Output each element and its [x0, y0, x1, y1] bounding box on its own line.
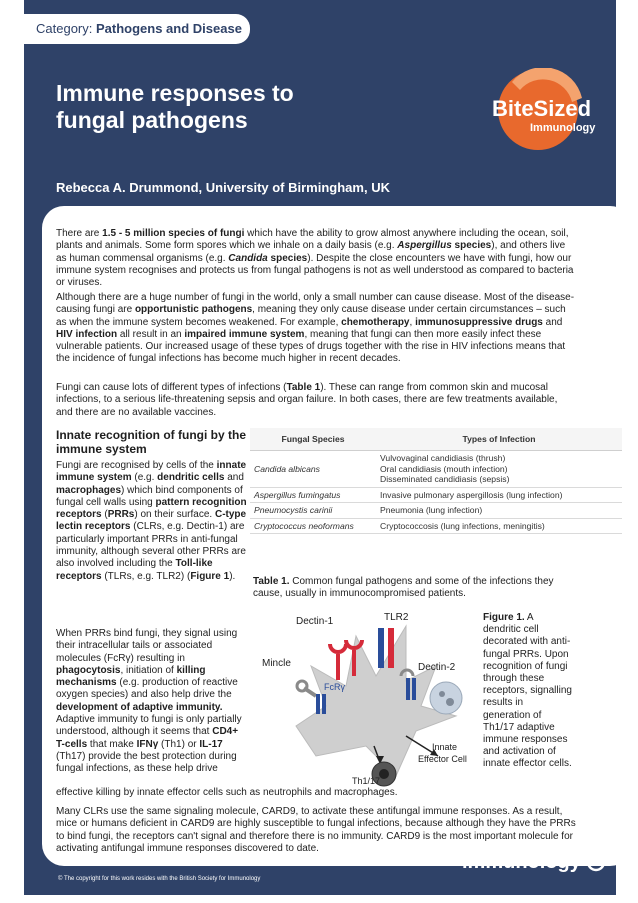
- label-dectin1: Dectin-1: [296, 616, 334, 627]
- section-heading: Innate recognition of fungi by the immune system: [56, 428, 246, 456]
- infection-type: Pneumonia (lung infection): [380, 505, 483, 515]
- paragraph-infections: Fungi can cause lots of different types of infections (Table 1). These can range from common skin and mucosal infections, to a serious life-threatening sepsis and organ failure. In both cases, there are few treatments available, and there are no available vaccines.: [56, 382, 558, 418]
- paragraph-signalling-tail: effective killing by innate effector cells such as neutrophils and macrophages.: [56, 787, 398, 798]
- infection-type: Disseminated candidiasis (sepsis): [380, 474, 510, 484]
- column-header-infection: Types of Infection: [376, 428, 622, 451]
- label-tlr2: TLR2: [384, 612, 409, 623]
- copyright-notice: © The copyright for this work resides with the British Society for Immunology: [58, 876, 261, 882]
- label-fcrg: FcRγ: [324, 682, 345, 692]
- logo-subtitle: Immunology: [530, 122, 596, 134]
- infection-type: Vulvovaginal candidiasis (thrush): [380, 453, 506, 463]
- label-dectin2: Dectin-2: [418, 662, 456, 673]
- fungal-species-table: [250, 428, 622, 534]
- label-mincle: Mincle: [262, 658, 291, 669]
- infection-type: Cryptococcosis (lung infections, meningitis): [380, 520, 545, 531]
- innate-effector-cell: [430, 682, 462, 714]
- species-cell: Aspergillus fumingatus: [250, 487, 376, 503]
- infection-cell: [376, 518, 622, 534]
- table-header-row: [250, 428, 622, 451]
- bitesized-logo: [472, 68, 612, 152]
- infection-cell: [376, 451, 622, 488]
- paragraph-opportunistic: Although there are a huge number of fungi in the world, only a small number can cause disease. Most of the disease-causing fungi are opportunistic pathogens, meaning they only cause disease under certain circumstances – such as when the immune system becomes weakened. For example, chemotherapy, immunosuppressive drugs and HIV infection all result in an impaired immune system, meaning that fungi can then more easily infect these vulnerable patients. Our increased usage of these types of drugs together with the rise in HIV infections means that the incidence of fungal infections has become much higher in recent decades.: [56, 292, 575, 365]
- infection-type: Invasive pulmonary aspergillosis (lung infection): [380, 489, 563, 500]
- table-row: [250, 451, 622, 488]
- figure-caption: Figure 1. A dendritic cell decorated with anti-fungal PRRs. Upon recognition of fungi through these receptors, signalling results in generation of Th1/17 adaptive immune responses and activation of innate effector cells.: [483, 612, 572, 770]
- paragraph-card9: Many CLRs use the same signaling molecule, CARD9, to activate these antifungal immune responses. As a result, mice or humans deficient in CARD9 are highly susceptible to fungal infections, because although they have the PRRs to bind fungi, the receptors can't signal and therefore there is no immunity. CARD9 is the most important molecule for activating antifungal immune responses discovered to date.: [56, 806, 576, 854]
- label-innate: Innate: [432, 742, 458, 752]
- infection-type: Oral candidiasis (mouth infection): [380, 463, 508, 474]
- infection-cell: [376, 487, 622, 503]
- species-cell: Candida albicans: [250, 451, 376, 488]
- label-th: Th1/17: [352, 776, 381, 786]
- species-cell: Pneumocystis carinii: [250, 503, 376, 519]
- author-line: Rebecca A. Drummond, University of Birmingham, UK: [56, 180, 390, 195]
- dendritic-cell-figure: [256, 606, 484, 788]
- column-header-species: Fungal Species: [250, 428, 376, 451]
- paragraph-signalling: When PRRs bind fungi, they signal using their intracellular tails or associated molecules (FcRγ) resulting in phagocytosis, initiation of killing mechanisms (e.g. production of reactive oxygen species) and also help drive the development of adaptive immunity. Adaptive immunity to fungi is only partially understood, although it seems that CD4+ T-cells that make IFNγ (Th1) or IL-17 (Th17) provide the best protection during fungal infections, as these help drive: [56, 628, 242, 775]
- table-row: [250, 503, 622, 519]
- logo-wordmark: BiteSized: [492, 96, 592, 121]
- page-title: Immune responses to fungal pathogens: [56, 80, 294, 133]
- paragraph-recognition: Fungi are recognised by cells of the innate immune system (e.g. dendritic cells and macrophages) which bind components of fungal cell walls using pattern recognition receptors (PRRs) on their surface. C-type lectin receptors (CLRs, e.g. Dectin-1) are particularly important PRRs in anti-fungal immunity, although several other PRRs are also involved including the Toll-like receptors (TLRs, e.g. TLR2) (Figure 1).: [56, 460, 247, 582]
- category-label: Category: Pathogens and Disease: [36, 21, 242, 36]
- infection-cell: [376, 503, 622, 519]
- species-cell: Cryptococcus neoformans: [250, 518, 376, 534]
- bsi-line1: British Society for: [482, 843, 537, 850]
- paragraph-intro: There are 1.5 - 5 million species of fungi which have the ability to grow almost anywhere including the ocean, soil, plants and animals. Some form spores which we inhale on a daily basis (e.g. Aspergillus species), and others live as human commensal organisms (e.g. Candida species). Despite the close encounters we have with fungi, how our immune system recognises and protects us from fungal pathogens is not as well understood as compared to bacteria or viruses.: [56, 228, 574, 289]
- table-row: [250, 518, 622, 534]
- table-row: [250, 487, 622, 503]
- bsi-wordmark: immunology: [462, 851, 581, 873]
- table-caption: Table 1. Common fungal pathogens and some of the infections they cause, usually in immunocompromised patients.: [253, 576, 554, 600]
- bsi-logo: [456, 836, 606, 878]
- label-effector-cell: Effector Cell: [418, 754, 467, 764]
